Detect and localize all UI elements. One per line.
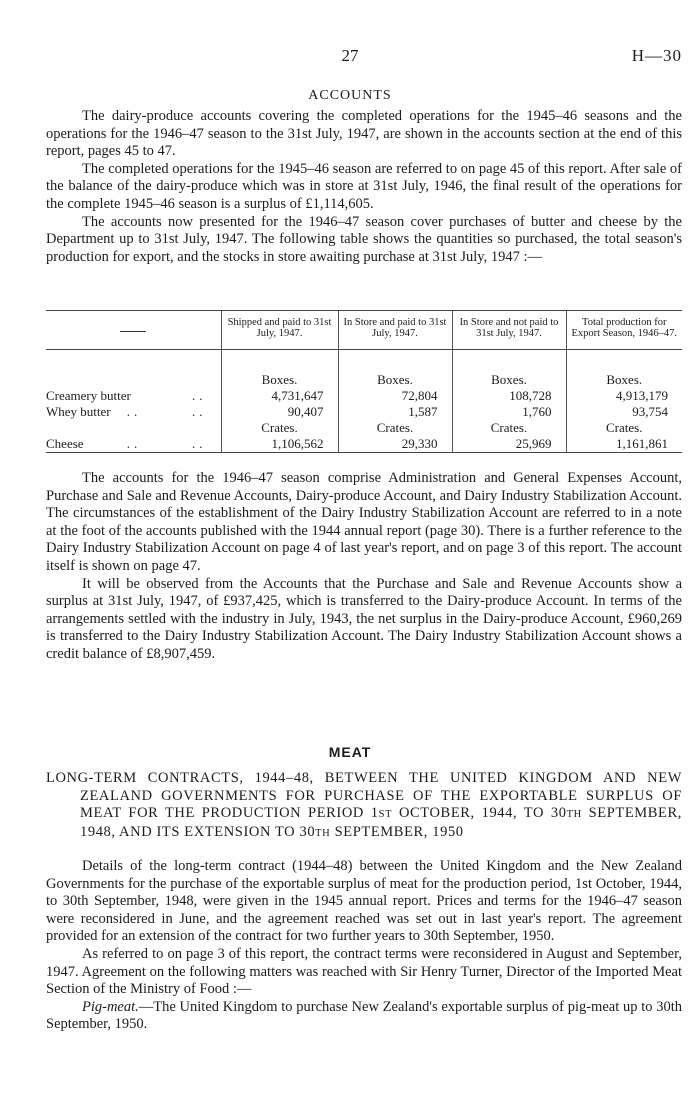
table-unit-row [46, 372, 682, 388]
paragraph [46, 999, 682, 1034]
table-cell: 1,161,861 [566, 436, 682, 453]
paragraph: The completed operations for the 1945–46 season are referred to on page 45 of this report. After sale of the balance of the dairy-produce which was in store at 31st July, 1946, the final result of the operations for the complete 1945–46 season is a surplus of £1,114,605. [46, 160, 682, 212]
table-header-row [46, 311, 682, 350]
table-cell: 90,407 [221, 404, 338, 420]
table-cell: 72,804 [338, 388, 452, 404]
unit-label: Crates. [452, 420, 566, 436]
dash-mark [120, 331, 146, 332]
unit-label: Boxes. [338, 372, 452, 388]
unit-label: Boxes. [221, 372, 338, 388]
unit-label: Crates. [566, 420, 682, 436]
accounts-heading: ACCOUNTS [308, 88, 392, 103]
document-reference: H—30 [631, 46, 682, 65]
leader-dots: .. [192, 388, 207, 403]
paragraph: As referred to on page 3 of this report, the contract terms were reconsidered in August and September, 1947. Agreement on the following matters was reached with Sir Henry Turner, Director of the Imported Meat Section of the Ministry of Food :— [46, 945, 682, 998]
paragraph: The accounts for the 1946–47 season comprise Administration and General Expenses Account, Purchase and Sale and Revenue Accounts, Dairy-produce Account, and Dairy Industry Stabilization Account. The circumstances of the establishment of the Dairy Industry Stabilization Account are referred to in a note at the foot of the accounts published with the 1944 annual report (page 30). There is a further reference to the Dairy Industry Stabilization Account on page 4 of last year's report, and on page 3 of this report. The account itself is shown on page 47. [46, 470, 682, 574]
row-label: Cheese [46, 436, 84, 451]
page-number: 27 [341, 46, 359, 65]
title-ordinal: ST [378, 809, 393, 821]
table-header: Total production for Export Season, 1946–47. [566, 311, 682, 350]
table-row [46, 388, 682, 404]
table-row [46, 404, 682, 420]
table-header: In Store and paid to 31st July, 1947. [338, 311, 452, 350]
table-spacer-row [46, 350, 682, 373]
meat-heading: MEAT [328, 744, 372, 760]
accounts-intro [46, 108, 682, 266]
table-cell: 1,106,562 [221, 436, 338, 453]
dairy-quantities-table [46, 310, 682, 453]
row-label: Whey butter [46, 404, 111, 419]
table-cell: 4,913,179 [566, 388, 682, 404]
paragraph: Details of the long-term contract (1944–48) between the United Kingdom and the New Zealand Governments for the purchase of the exportable surplus of meat for the production period, 1st October, 1944, to 30th September, 1948, were given in the 1945 annual report. Prices and terms for the 1946–47 season were reconsidered in June, and the agreement reached was set out in last year's report. The agreement provided for an extension of the contract for two further years to 30th September, 1950. [46, 858, 682, 945]
table-cell: 1,760 [452, 404, 566, 420]
table-unit-row [46, 420, 682, 436]
unit-label: Crates. [338, 420, 452, 436]
paragraph: The dairy-produce accounts covering the completed operations for the 1945–46 seasons and the operations for the 1946–47 season to the 31st July, 1947, are shown in the accounts section at the end of this report, pages 45 to 47. [46, 108, 682, 160]
title-ordinal: TH [566, 809, 582, 821]
paragraph: It will be observed from the Accounts that the Purchase and Sale and Revenue Accounts show a surplus at 31st July, 1947, of £937,425, which is transferred to the Dairy-produce Account. In terms of the arrangements settled with the industry in July, 1943, the net surplus in the Dairy-produce Account, £960,269 is transferred to the Dairy Industry Stabilization Account. The Dairy Industry Stabilization Account shows a credit balance of £8,907,459. [46, 575, 682, 662]
table-cell: 1,587 [338, 404, 452, 420]
title-ordinal: TH [315, 827, 331, 839]
leader-dots: .. .. [126, 404, 207, 419]
table-cell: 4,731,647 [221, 388, 338, 404]
row-label: Creamery butter [46, 388, 131, 403]
contract-title [46, 770, 682, 842]
paragraph: The accounts now presented for the 1946–47 season cover purchases of butter and cheese by the Department up to 31st July, 1947. The following table shows the quantities so purchased, the total season's production for export, and the stocks in store awaiting purchase at 31st July, 1947 :— [46, 213, 682, 265]
table-header-blank [46, 311, 221, 350]
unit-label: Boxes. [566, 372, 682, 388]
pig-meat-label: Pig-meat. [82, 998, 139, 1015]
title-text: SEPTEMBER, 1950 [330, 823, 464, 840]
leader-dots: .. .. [126, 436, 207, 451]
table-cell: 93,754 [566, 404, 682, 420]
table-header: Shipped and paid to 31st July, 1947. [221, 311, 338, 350]
unit-label: Crates. [221, 420, 338, 436]
title-text: OCTOBER, 1944, TO 30 [392, 805, 567, 822]
table-cell: 25,969 [452, 436, 566, 453]
table-cell: 108,728 [452, 388, 566, 404]
accounts-continued [46, 470, 682, 664]
title-text: SEPTEMBER, 1948, AND ITS EXTENSION TO 30 [80, 805, 682, 840]
table-row [46, 436, 682, 453]
table-cell: 29,330 [338, 436, 452, 453]
table-header: In Store and not paid to 31st July, 1947. [452, 311, 566, 350]
meat-section [46, 858, 682, 1034]
pig-meat-text: —The United Kingdom to purchase New Zealand's exportable surplus of pig-meat up to 30th September, 1950. [46, 998, 682, 1033]
unit-label: Boxes. [452, 372, 566, 388]
title-text: LONG-TERM CONTRACTS, 1944–48, BETWEEN THE UNITED KINGDOM AND NEW ZEALAND GOVERNMENTS FOR PURCHASE OF THE EXPORTABLE SURPLUS OF MEAT FOR THE PRODUCTION PERIOD 1 [46, 770, 682, 822]
